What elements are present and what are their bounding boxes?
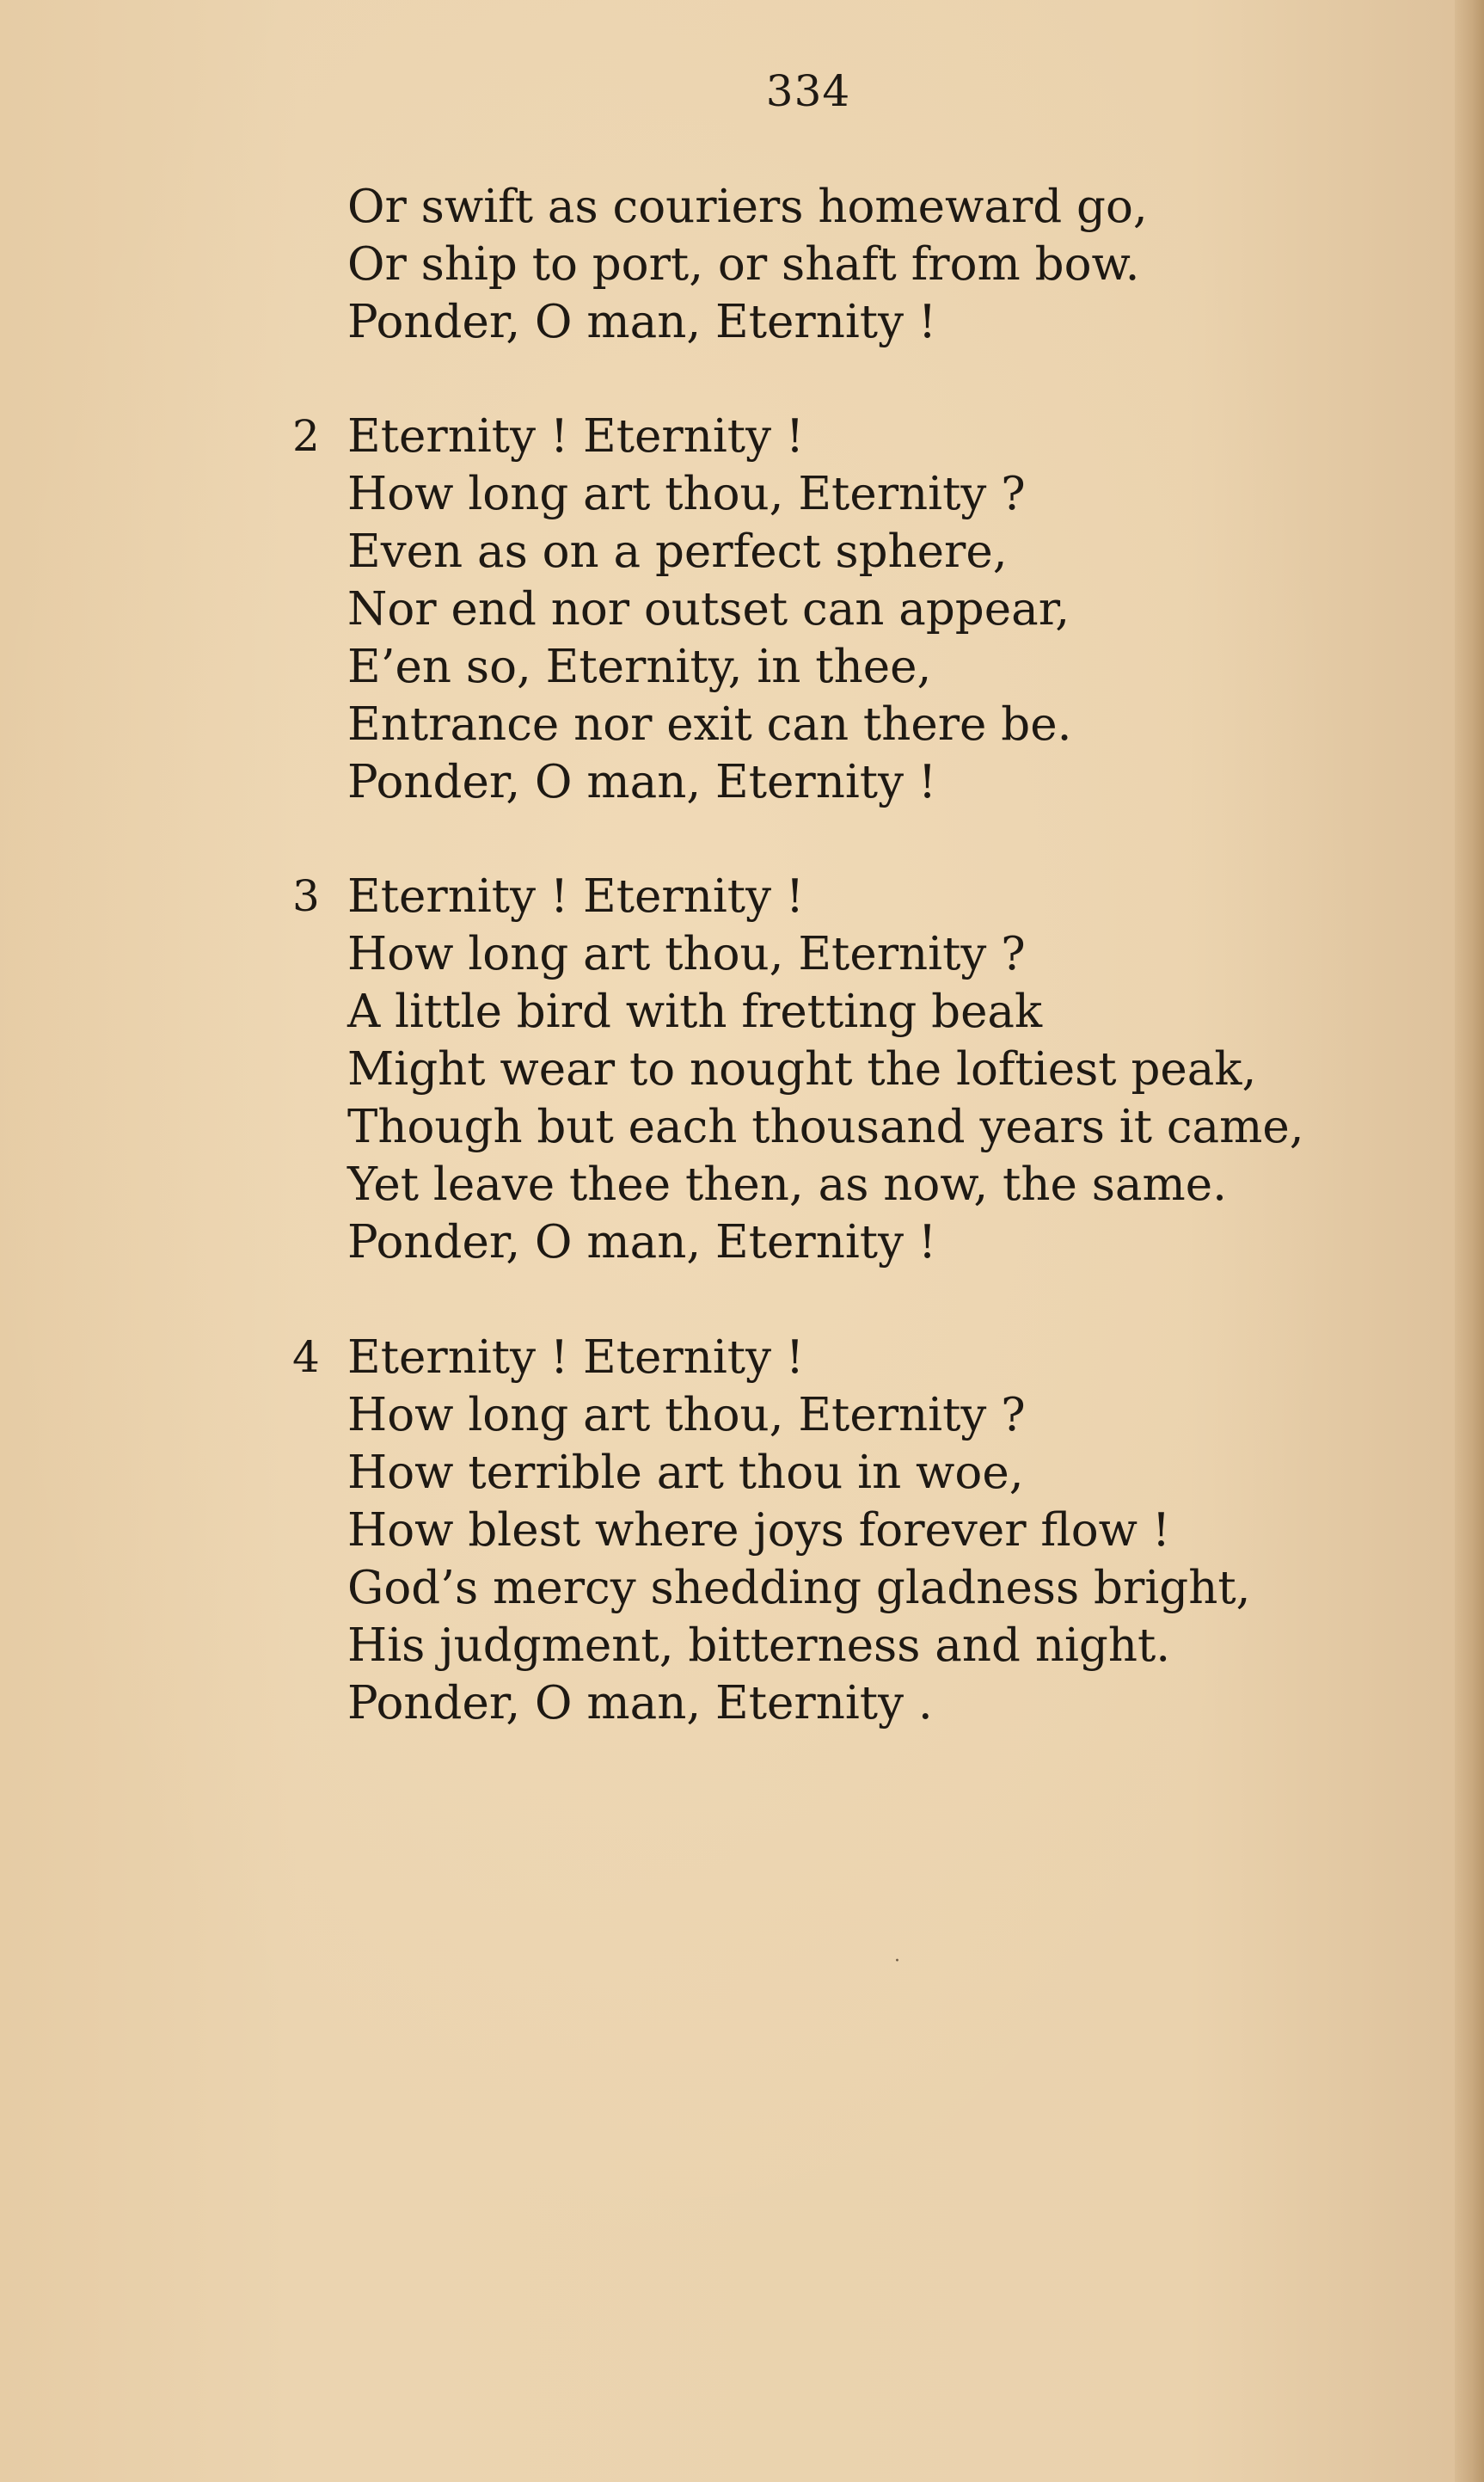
verse-line: Ponder, O man, Eternity .: [347, 1677, 933, 1729]
verse-line: A little bird with fretting beak: [347, 986, 1043, 1038]
verse-line: Though but each thousand years it came,: [347, 1101, 1304, 1153]
verse-line: God’s mercy shedding gladness bright,: [347, 1562, 1251, 1614]
verse-line: Even as on a perfect sphere,: [347, 525, 1008, 578]
page-edge: [1455, 0, 1484, 2482]
verse-line: Ponder, O man, Eternity !: [347, 1216, 937, 1269]
verse-line: Ponder, O man, Eternity !: [347, 296, 937, 348]
verse-line: Or ship to port, or shaft from bow.: [347, 238, 1140, 291]
stanza-number: 3: [292, 871, 320, 921]
stanza-number: 4: [292, 1332, 320, 1382]
verse-line: Eternity ! Eternity !: [347, 410, 805, 463]
verse-line: Entrance nor exit can there be.: [347, 698, 1072, 751]
verse-line: Ponder, O man, Eternity !: [347, 756, 937, 808]
page-number: 334: [765, 66, 851, 116]
stanza-number: 2: [292, 411, 320, 461]
verse-line: Yet leave thee then, as now, the same.: [347, 1158, 1227, 1211]
verse-line: How long art thou, Eternity ?: [347, 468, 1026, 520]
verse-line: How long art thou, Eternity ?: [347, 928, 1026, 980]
verse-line: Eternity ! Eternity !: [347, 870, 805, 923]
verse-line: How terrible art thou in woe,: [347, 1447, 1024, 1499]
ink-speck: ·: [894, 1951, 900, 1972]
verse-line: Might wear to nought the loftiest peak,: [347, 1043, 1257, 1096]
verse-line: How blest where joys forever flow !: [347, 1504, 1171, 1557]
verse-line: Nor end nor outset can appear,: [347, 583, 1070, 636]
verse-line: How long art thou, Eternity ?: [347, 1389, 1026, 1441]
verse-line: Eternity ! Eternity !: [347, 1331, 805, 1384]
verse-line: His judgment, bitterness and night.: [347, 1619, 1171, 1672]
verse-line: Or swift as couriers homeward go,: [347, 181, 1148, 233]
verse-line: E’en so, Eternity, in thee,: [347, 641, 932, 693]
